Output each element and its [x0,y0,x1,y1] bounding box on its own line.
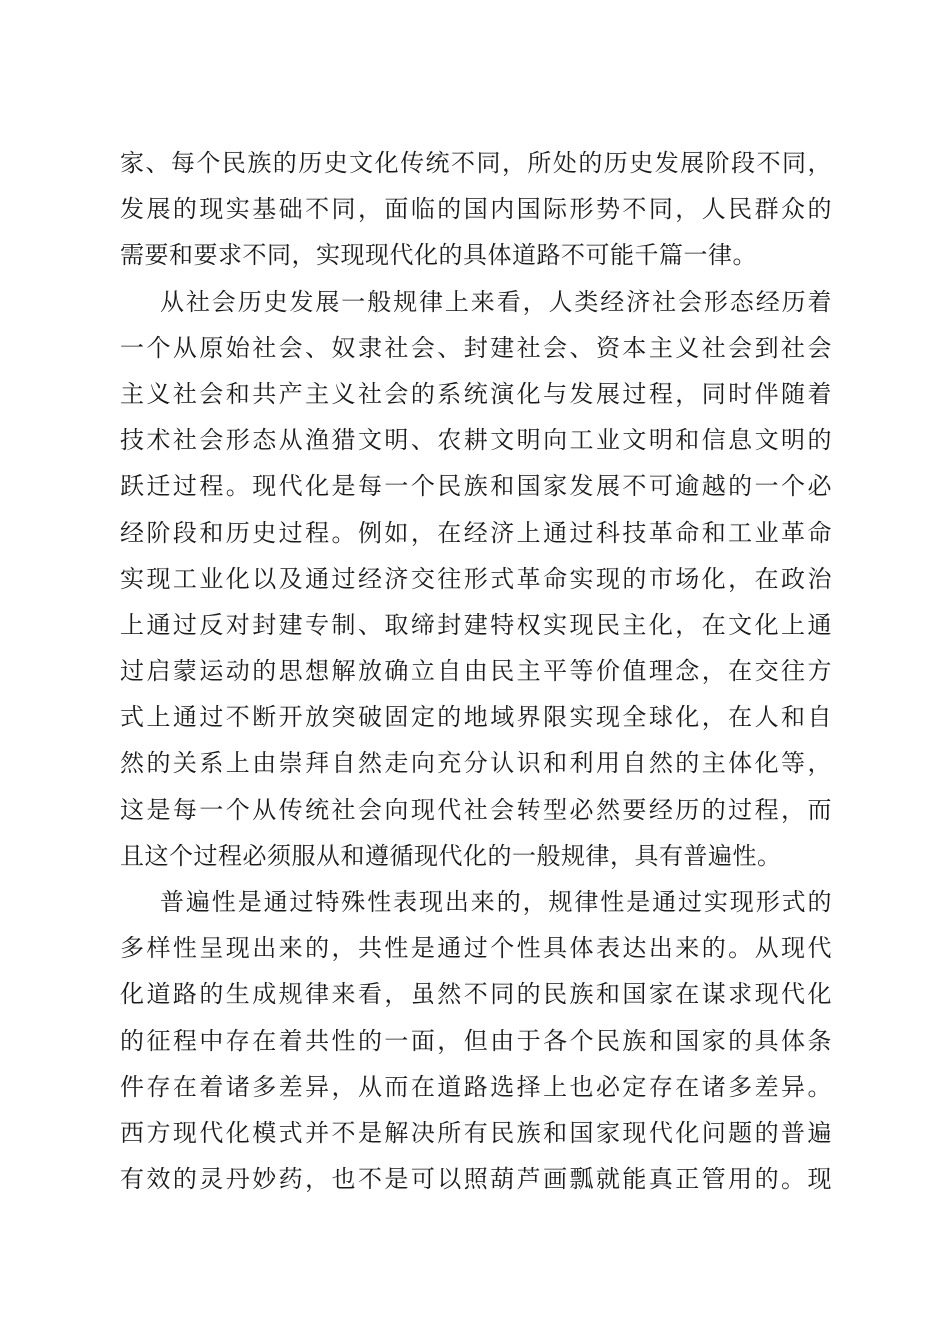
text-line: 从社会历史发展一般规律上来看，人类经济社会形态经历着 [160,287,832,316]
paragraph-1 [120,140,832,279]
paragraph-3 [120,879,832,1202]
text-line: 的征程中存在着共性的一面，但由于各个民族和国家的具体条 [120,1026,832,1055]
text-line: 一个从原始社会、奴隶社会、封建社会、资本主义社会到社会 [120,333,832,362]
text-line: 需要和要求不同，实现现代化的具体道路不可能千篇一律。 [120,241,757,270]
text-line: 主义社会和共产主义社会的系统演化与发展过程，同时伴随着 [120,379,832,408]
text-line: 这是每一个从传统社会向现代社会转型必然要经历的过程，而 [120,795,832,824]
text-line: 西方现代化模式并不是解决所有民族和国家现代化问题的普遍 [120,1118,832,1147]
text-line: 上通过反对封建专制、取缔封建特权实现民主化，在文化上通 [120,610,832,639]
text-line: 普遍性是通过特殊性表现出来的，规律性是通过实现形式的 [160,888,832,916]
text-line: 式上通过不断开放突破固定的地域界限实现全球化，在人和自 [120,703,832,732]
text-line: 多样性呈现出来的，共性是通过个性具体表达出来的。从现代 [120,934,832,963]
text-line: 跃迁过程。现代化是每一个民族和国家发展不可逾越的一个必 [120,472,832,501]
paragraph-2 [120,279,832,879]
text-line: 实现工业化以及通过经济交往形式革命实现的市场化，在政治 [120,564,832,593]
text-line: 发展的现实基础不同，面临的国内国际形势不同，人民群众的 [120,195,832,224]
text-line: 然的关系上由崇拜自然走向充分认识和利用自然的主体化等， [120,749,832,778]
text-line: 且这个过程必须服从和遵循现代化的一般规律，具有普遍性。 [120,841,782,870]
body-text [120,140,832,1202]
text-line: 件存在着诸多差异，从而在道路选择上也必定存在诸多差异。 [120,1072,832,1101]
text-line: 家、每个民族的历史文化传统不同，所处的历史发展阶段不同， [120,149,832,177]
text-line: 经阶段和历史过程。例如，在经济上通过科技革命和工业革命 [120,518,832,547]
text-line: 技术社会形态从渔猎文明、农耕文明向工业文明和信息文明的 [120,426,832,455]
text-line: 有效的灵丹妙药，也不是可以照葫芦画瓢就能真正管用的。现 [120,1165,832,1194]
text-line: 化道路的生成规律来看，虽然不同的民族和国家在谋求现代化 [120,980,832,1009]
text-line: 过启蒙运动的思想解放确立自由民主平等价值理念，在交往方 [120,657,832,686]
